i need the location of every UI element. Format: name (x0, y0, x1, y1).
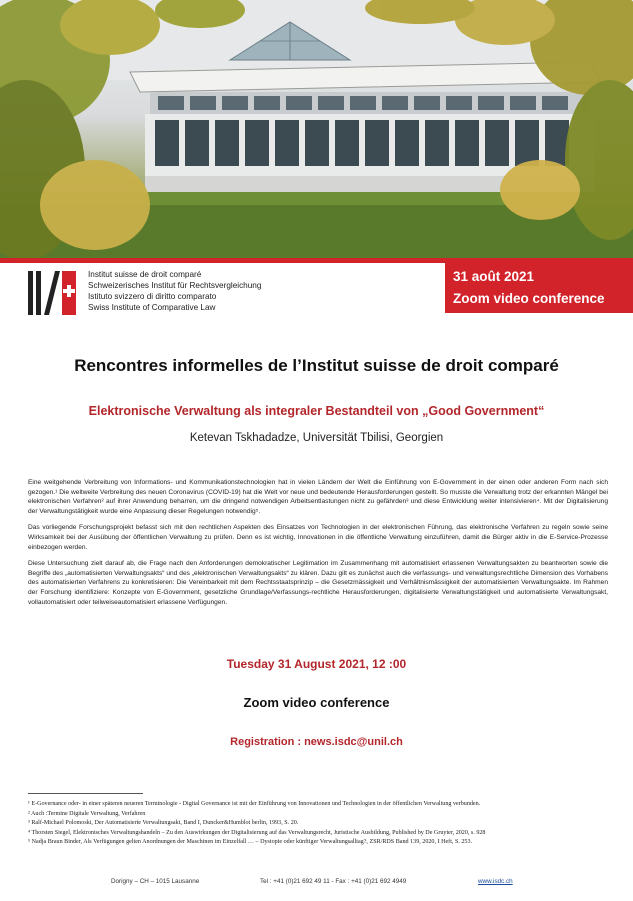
footnote-divider (28, 793, 143, 794)
footer-website-link[interactable]: www.isdc.ch (478, 878, 513, 885)
footnote-1: ¹ E-Governance oder- in einer späteren neueren Terminologie - Digital Governance ist mit der Einführung von Innovationen und Technologien in der öffentlichen Verwaltung verbunden. (28, 801, 481, 807)
abstract-paragraph-2: Das vorliegende Forschungsprojekt befasst sich mit den rechtlichen Aspekten des Einsatzes von Technologien in der elektronischen Führung, das elektronische Verfahren zu regeln sowie seine Wirksamkeit bei der Ausübung der öffentlichen Verwaltung zu prüfen. Denn es ist wichtig, Innovationen in die öffentliche Verwaltung einzuführen, damit die Bürger aktiv in die E-Service-Prozesse einbezogen werden. (28, 524, 608, 551)
talk-title: Elektronische Verwaltung als integraler Bestandteil von „Good Government“ (88, 404, 545, 418)
footer-address: Dorigny – CH – 1015 Lausanne (111, 878, 200, 885)
abstract-paragraph-1: Eine weitgehende Verbreitung von Informations- und Kommunikationstechnologien hat in vielen Ländern der Welt die Einführung von E-Government in der einen oder anderen Form nach sich gezogen.¹ Die weltweite Verbreitung des neuen Coronavirus (COVID-19) hat die Welt vor neue und bedeutende Herausforderungen gestellt. So musste die Verwaltung trotz der erkannten Mängel bei elektronischen Verfahren² auf ihrer Anwendung beharren, um die dringend notwendigen Arbeitsentlastungen nicht zu gefährden³ und diese Entwicklung weiter intensivieren⁴. Mit der Digitalisierung der Verwaltungstätigkeit wurde eine Anpassung dieser Regelungen notwendig⁵. (28, 479, 608, 515)
event-date: Tuesday 31 August 2021, 12 :00 (226, 657, 407, 671)
institute-name-fr: Institut suisse de droit comparé (88, 270, 202, 279)
institute-name-it: Istituto svizzero di diritto comparato (88, 292, 217, 301)
registration-link[interactable]: Registration : news.isdc@unil.ch (230, 736, 403, 748)
date-badge (445, 263, 633, 313)
hero-photo (0, 0, 633, 258)
institute-names (88, 269, 261, 313)
abstract-paragraph-3: Diese Untersuchung zielt darauf ab, die Frage nach den Anforderungen demokratischer Legitimation im Zusammenhang mit automatisiert erlassenen Verwaltungsakten zu beantworten sowie die Begriffe des „automatisierten Verwaltungsakts“ und des „elektronischen Verwaltungsakts“ zu klären. Dazu gilt es zunächst auch die verfassungs- und verwaltungsrechtliche Dimension des Vorhabens des automatisierten Verfahrens zu konkretisieren: Die Vereinbarkeit mit dem Rechtsstaatsprinzip – die Gesetzmässigkeit und Verhältnismässigkeit der automatisierten Verwaltungsakte. Im Rahmen der Forschung identifiziere: Konzepte von E-Government, gesetzliche Grundlage/Verfassungs-rechtliche Herausforderungen, digitalisierte Verwaltungstätigkeit und automatisierte Verwaltungsakt, vollautomatisiert oder teilweiseautomatisiert erlassene Verfügungen. (28, 560, 608, 606)
building-illustration (0, 0, 633, 258)
page-title: Rencontres informelles de l’Institut suisse de droit comparé (74, 356, 559, 375)
institute-name-de: Schweizerisches Institut für Rechtsvergleichung (88, 281, 262, 290)
event-venue: Zoom video conference (243, 695, 390, 710)
institute-name-en: Swiss Institute of Comparative Law (88, 303, 216, 312)
isdc-logo-icon (28, 271, 76, 315)
abstract (28, 478, 608, 614)
date-badge-date: 31 août 2021 (453, 269, 535, 284)
footnote-5: ⁵ Nadja Braun Binder, Als Verfügungen gelten Anordnungen der Maschinen im Einzelfall … – Dystopie oder künftiger Verwaltungsalltag?, ZSR/RDS Band 139, 2020, I Heft, S. 253. (28, 839, 473, 846)
footnotes (28, 800, 608, 848)
footnote-4: ⁴ Thorsten Siegel, Elektronisches Verwaltungshandeln – Zu den Auswirkungen der Digitalisierung auf das Verwaltungsrecht, Juristische Ausbildung, Published by De Gruyter, 2020, s. 928 (28, 829, 486, 836)
speaker: Ketevan Tskhadadze, Universität Tbilisi, Georgien (189, 432, 444, 444)
footnote-2: ² Auch :Termine Digitale Verwaltung, Verfahren (28, 810, 146, 817)
footnote-3: ³ Ralf-Michael Polomoski, Der Automatisierte Verwaltungsakt, Band I, Duncker&Humblot berlin, 1993, S. 20. (28, 820, 299, 827)
footer-contact: Tel : +41 (0)21 692 49 11 - Fax : +41 (0)21 692 4949 (260, 878, 407, 885)
date-badge-venue: Zoom video conference (453, 291, 605, 306)
